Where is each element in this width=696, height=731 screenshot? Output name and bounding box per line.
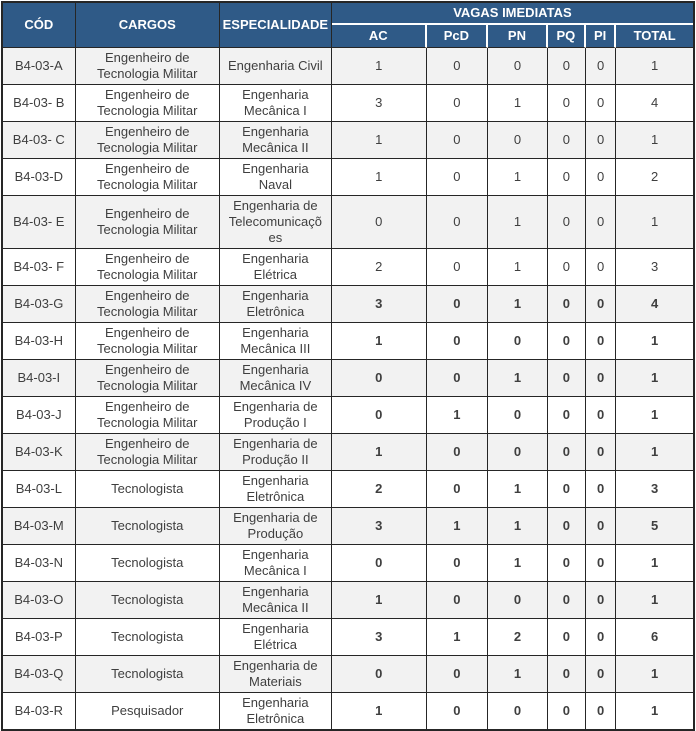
cod-cell: B4-03-J: [3, 397, 76, 434]
cod-cell: B4-03-K: [3, 434, 76, 471]
pi-count-cell: 0: [586, 159, 616, 196]
cod-cell: B4-03-P: [3, 619, 76, 656]
table-row: [3, 545, 693, 582]
ac-count-cell: 2: [332, 471, 427, 508]
cargo-cell: Engenheiro de Tecnologia Militar: [76, 159, 220, 196]
pn-count-cell: 1: [488, 360, 548, 397]
especialidade-cell: Engenharia de Materiais: [220, 656, 332, 693]
pq-count-cell: 0: [548, 619, 586, 656]
ac-count-cell: 3: [332, 508, 427, 545]
ac-count-cell: 3: [332, 619, 427, 656]
pcd-count-cell: 0: [427, 545, 489, 582]
especialidade-cell: Engenharia Mecânica II: [220, 122, 332, 159]
column-header-pcd: PcD: [427, 25, 489, 48]
cargo-cell: Engenheiro de Tecnologia Militar: [76, 196, 220, 249]
cargo-cell: Tecnologista: [76, 508, 220, 545]
pn-count-cell: 1: [488, 471, 548, 508]
cod-cell: B4-03-N: [3, 545, 76, 582]
pcd-count-cell: 0: [427, 85, 489, 122]
vagas-imediatas-table: [1, 1, 695, 731]
total-count-cell: 1: [616, 656, 693, 693]
pn-count-cell: 1: [488, 656, 548, 693]
table-body: [3, 48, 693, 729]
cargo-cell: Engenheiro de Tecnologia Militar: [76, 249, 220, 286]
pcd-count-cell: 0: [427, 582, 489, 619]
column-header-pn: PN: [488, 25, 548, 48]
especialidade-cell: Engenharia de Produção I: [220, 397, 332, 434]
table-row: [3, 196, 693, 249]
table-header: [3, 3, 693, 48]
ac-count-cell: 1: [332, 693, 427, 729]
especialidade-cell: Engenharia Mecânica I: [220, 545, 332, 582]
total-count-cell: 3: [616, 471, 693, 508]
column-header-pq: PQ: [548, 25, 586, 48]
pcd-count-cell: 1: [427, 619, 489, 656]
pcd-count-cell: 0: [427, 122, 489, 159]
pi-count-cell: 0: [586, 693, 616, 729]
pi-count-cell: 0: [586, 471, 616, 508]
cod-cell: B4-03-G: [3, 286, 76, 323]
table-row: [3, 656, 693, 693]
cargo-cell: Engenheiro de Tecnologia Militar: [76, 397, 220, 434]
pq-count-cell: 0: [548, 323, 586, 360]
ac-count-cell: 1: [332, 434, 427, 471]
pi-count-cell: 0: [586, 323, 616, 360]
ac-count-cell: 0: [332, 397, 427, 434]
cargo-cell: Engenheiro de Tecnologia Militar: [76, 286, 220, 323]
pi-count-cell: 0: [586, 397, 616, 434]
pcd-count-cell: 0: [427, 249, 489, 286]
table-row: [3, 508, 693, 545]
cod-cell: B4-03- B: [3, 85, 76, 122]
total-count-cell: 5: [616, 508, 693, 545]
pi-count-cell: 0: [586, 249, 616, 286]
cod-cell: B4-03-M: [3, 508, 76, 545]
pn-count-cell: 1: [488, 249, 548, 286]
especialidade-cell: Engenharia Mecânica I: [220, 85, 332, 122]
cod-cell: B4-03-H: [3, 323, 76, 360]
pq-count-cell: 0: [548, 582, 586, 619]
ac-count-cell: 0: [332, 545, 427, 582]
pn-count-cell: 1: [488, 545, 548, 582]
total-count-cell: 3: [616, 249, 693, 286]
pi-count-cell: 0: [586, 48, 616, 85]
table-row: [3, 159, 693, 196]
especialidade-cell: Engenharia Civil: [220, 48, 332, 85]
especialidade-cell: Engenharia de Produção II: [220, 434, 332, 471]
ac-count-cell: 0: [332, 360, 427, 397]
column-header-especialidade: ESPECIALIDADE: [220, 3, 332, 48]
cargo-cell: Tecnologista: [76, 471, 220, 508]
total-count-cell: 1: [616, 48, 693, 85]
cargo-cell: Pesquisador: [76, 693, 220, 729]
pq-count-cell: 0: [548, 360, 586, 397]
cod-cell: B4-03- F: [3, 249, 76, 286]
pcd-count-cell: 0: [427, 159, 489, 196]
total-count-cell: 2: [616, 159, 693, 196]
total-count-cell: 1: [616, 434, 693, 471]
total-count-cell: 1: [616, 582, 693, 619]
ac-count-cell: 1: [332, 48, 427, 85]
pn-count-cell: 1: [488, 508, 548, 545]
especialidade-cell: Engenharia Elétrica: [220, 249, 332, 286]
pi-count-cell: 0: [586, 656, 616, 693]
cargo-cell: Engenheiro de Tecnologia Militar: [76, 85, 220, 122]
pn-count-cell: 0: [488, 582, 548, 619]
cod-cell: B4-03- C: [3, 122, 76, 159]
pn-count-cell: 0: [488, 323, 548, 360]
cod-cell: B4-03-R: [3, 693, 76, 729]
ac-count-cell: 1: [332, 122, 427, 159]
pi-count-cell: 0: [586, 508, 616, 545]
total-count-cell: 1: [616, 122, 693, 159]
column-header-cargos: CARGOS: [76, 3, 220, 48]
especialidade-cell: Engenharia Mecânica II: [220, 582, 332, 619]
table-row: [3, 286, 693, 323]
cod-cell: B4-03-O: [3, 582, 76, 619]
cod-cell: B4-03- E: [3, 196, 76, 249]
especialidade-cell: Engenharia Eletrônica: [220, 471, 332, 508]
pn-count-cell: 0: [488, 122, 548, 159]
table-row: [3, 434, 693, 471]
cargo-cell: Tecnologista: [76, 619, 220, 656]
total-count-cell: 1: [616, 545, 693, 582]
table-row: [3, 397, 693, 434]
pcd-count-cell: 0: [427, 196, 489, 249]
total-count-cell: 1: [616, 397, 693, 434]
pi-count-cell: 0: [586, 286, 616, 323]
pcd-count-cell: 0: [427, 656, 489, 693]
cargo-cell: Engenheiro de Tecnologia Militar: [76, 360, 220, 397]
pi-count-cell: 0: [586, 545, 616, 582]
total-count-cell: 1: [616, 360, 693, 397]
pq-count-cell: 0: [548, 508, 586, 545]
pi-count-cell: 0: [586, 122, 616, 159]
pcd-count-cell: 1: [427, 397, 489, 434]
pi-count-cell: 0: [586, 196, 616, 249]
pn-count-cell: 1: [488, 196, 548, 249]
cod-cell: B4-03-L: [3, 471, 76, 508]
total-count-cell: 4: [616, 286, 693, 323]
column-header-vagas-imediatas: VAGAS IMEDIATAS: [332, 3, 693, 25]
pq-count-cell: 0: [548, 196, 586, 249]
ac-count-cell: 1: [332, 582, 427, 619]
pq-count-cell: 0: [548, 122, 586, 159]
cargo-cell: Tecnologista: [76, 656, 220, 693]
pq-count-cell: 0: [548, 85, 586, 122]
table-row: [3, 619, 693, 656]
pcd-count-cell: 0: [427, 471, 489, 508]
cargo-cell: Tecnologista: [76, 545, 220, 582]
column-header-cod: CÓD: [3, 3, 76, 48]
especialidade-cell: Engenharia Elétrica: [220, 619, 332, 656]
pn-count-cell: 1: [488, 286, 548, 323]
table-row: [3, 122, 693, 159]
table-row: [3, 48, 693, 85]
table-row: [3, 582, 693, 619]
pcd-count-cell: 0: [427, 48, 489, 85]
pq-count-cell: 0: [548, 397, 586, 434]
especialidade-cell: Engenharia Naval: [220, 159, 332, 196]
pcd-count-cell: 0: [427, 434, 489, 471]
cargo-cell: Engenheiro de Tecnologia Militar: [76, 48, 220, 85]
especialidade-cell: Engenharia de Telecomunicações: [220, 196, 332, 249]
pcd-count-cell: 1: [427, 508, 489, 545]
ac-count-cell: 2: [332, 249, 427, 286]
cod-cell: B4-03-Q: [3, 656, 76, 693]
pn-count-cell: 0: [488, 693, 548, 729]
cod-cell: B4-03-D: [3, 159, 76, 196]
cargo-cell: Tecnologista: [76, 582, 220, 619]
table-row: [3, 323, 693, 360]
column-header-pi: PI: [586, 25, 616, 48]
table-row: [3, 360, 693, 397]
column-header-ac: AC: [332, 25, 427, 48]
table-row: [3, 249, 693, 286]
ac-count-cell: 1: [332, 323, 427, 360]
pcd-count-cell: 0: [427, 323, 489, 360]
pi-count-cell: 0: [586, 360, 616, 397]
table-row: [3, 471, 693, 508]
total-count-cell: 1: [616, 693, 693, 729]
cod-cell: B4-03-A: [3, 48, 76, 85]
pq-count-cell: 0: [548, 249, 586, 286]
column-header-total: TOTAL: [616, 25, 693, 48]
pq-count-cell: 0: [548, 656, 586, 693]
ac-count-cell: 0: [332, 656, 427, 693]
pn-count-cell: 2: [488, 619, 548, 656]
pn-count-cell: 0: [488, 48, 548, 85]
pi-count-cell: 0: [586, 582, 616, 619]
cargo-cell: Engenheiro de Tecnologia Militar: [76, 434, 220, 471]
table-row: [3, 85, 693, 122]
especialidade-cell: Engenharia Mecânica III: [220, 323, 332, 360]
pcd-count-cell: 0: [427, 693, 489, 729]
ac-count-cell: 3: [332, 286, 427, 323]
pq-count-cell: 0: [548, 471, 586, 508]
especialidade-cell: Engenharia Mecânica IV: [220, 360, 332, 397]
pq-count-cell: 0: [548, 693, 586, 729]
total-count-cell: 1: [616, 323, 693, 360]
ac-count-cell: 1: [332, 159, 427, 196]
pi-count-cell: 0: [586, 619, 616, 656]
cargo-cell: Engenheiro de Tecnologia Militar: [76, 323, 220, 360]
pn-count-cell: 1: [488, 159, 548, 196]
pq-count-cell: 0: [548, 545, 586, 582]
pn-count-cell: 0: [488, 434, 548, 471]
total-count-cell: 4: [616, 85, 693, 122]
pcd-count-cell: 0: [427, 360, 489, 397]
especialidade-cell: Engenharia Eletrônica: [220, 286, 332, 323]
total-count-cell: 6: [616, 619, 693, 656]
cod-cell: B4-03-I: [3, 360, 76, 397]
pi-count-cell: 0: [586, 85, 616, 122]
pq-count-cell: 0: [548, 48, 586, 85]
especialidade-cell: Engenharia de Produção: [220, 508, 332, 545]
pn-count-cell: 1: [488, 85, 548, 122]
pq-count-cell: 0: [548, 286, 586, 323]
total-count-cell: 1: [616, 196, 693, 249]
ac-count-cell: 3: [332, 85, 427, 122]
especialidade-cell: Engenharia Eletrônica: [220, 693, 332, 729]
pcd-count-cell: 0: [427, 286, 489, 323]
pn-count-cell: 0: [488, 397, 548, 434]
ac-count-cell: 0: [332, 196, 427, 249]
table-row: [3, 693, 693, 729]
pq-count-cell: 0: [548, 434, 586, 471]
pq-count-cell: 0: [548, 159, 586, 196]
pi-count-cell: 0: [586, 434, 616, 471]
cargo-cell: Engenheiro de Tecnologia Militar: [76, 122, 220, 159]
